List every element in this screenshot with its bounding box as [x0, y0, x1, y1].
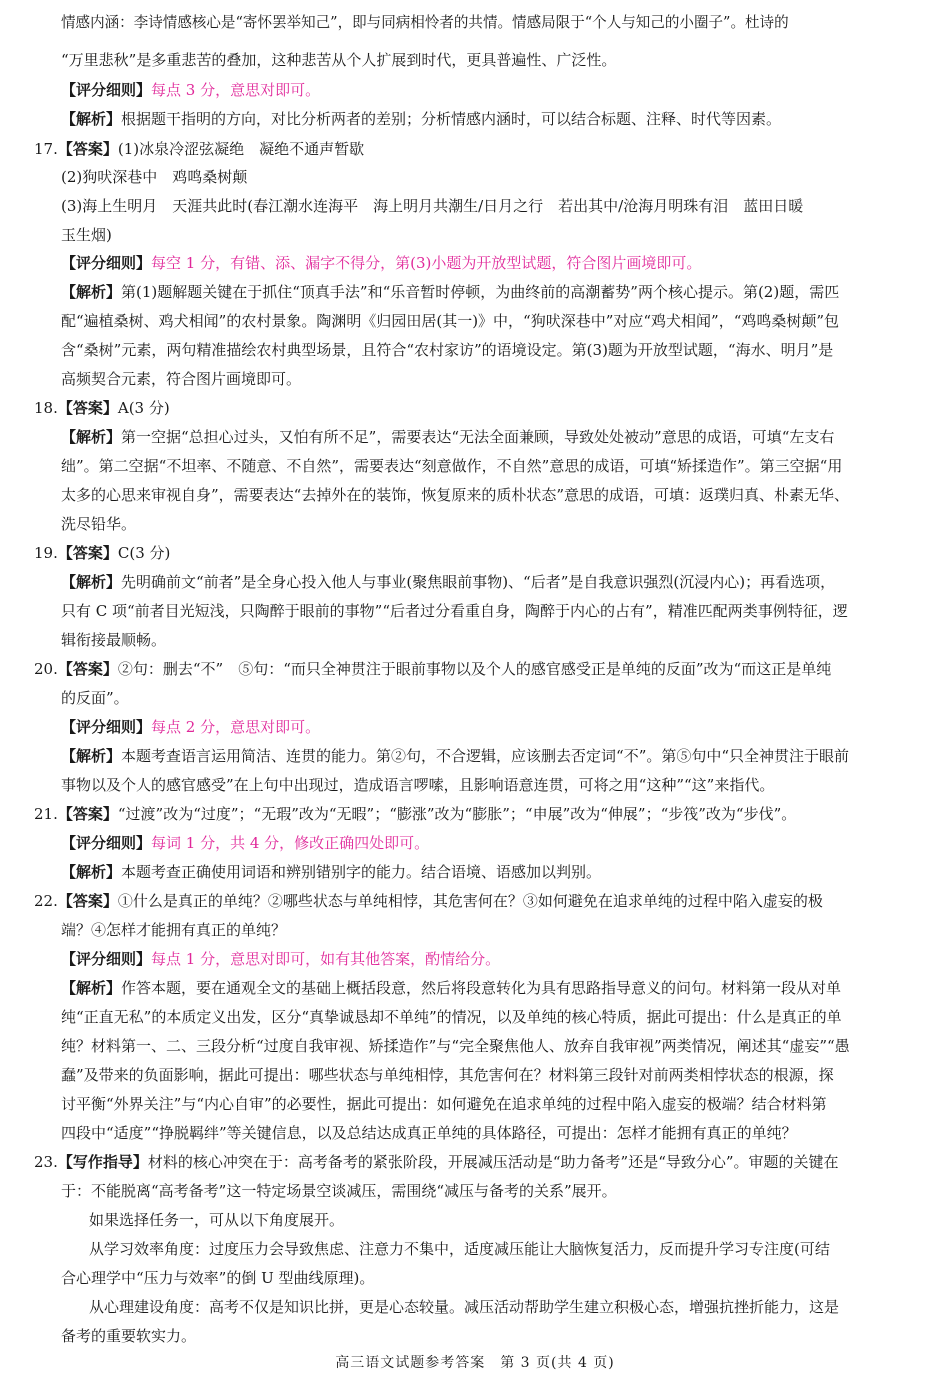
- question-number: 17.: [34, 140, 58, 158]
- answer-line: 23.【写作指导】材料的核心冲突在于：高考备考的紧张阶段，开展减压活动是“助力备考”还是“导致分心”。审题的关键在: [34, 1153, 839, 1171]
- scoring-rule-text: 每点 3 分，意思对即可。: [151, 81, 321, 99]
- question-number: 20.: [34, 660, 58, 678]
- question-number: 23.: [34, 1153, 58, 1171]
- question-number: 19.: [34, 544, 58, 562]
- analysis-line: 【解析】第一空据“总担心过头，又怕有所不足”，需要表达“无法全面兼顾，导致处处被动”意思的成语，可填“左支右: [61, 428, 835, 446]
- answer-line: 20.【答案】②句：删去“不” ⑤句：“而只全神贯注于眼前事物以及个人的感官感受正是单纯的反面”改为“而这正是单纯: [34, 660, 832, 678]
- analysis-label: 【解析】: [61, 747, 122, 765]
- text-line: 从心理建设角度：高考不仅是知识比拼，更是心态较量。减压活动帮助学生建立积极心态，增强抗挫折能力，这是: [89, 1298, 840, 1316]
- text-line: 蠢”及带来的负面影响，据此可提出：哪些状态与单纯相悖，其危害何在？材料第三段针对前两类相悖状态的根源，探: [61, 1066, 834, 1084]
- text-line: 如果选择任务一，可从以下角度展开。: [89, 1211, 345, 1229]
- analysis-line: 【解析】第(1)题解题关键在于抓住“顶真手法”和“乐音暂时停顿，为曲终前的高潮蓄势”两个核心提示。第(2)题，需匹: [61, 283, 840, 301]
- text-line: 只有 C 项“前者目光短浅，只陶醉于眼前的事物”“后者过分看重自身，陶醉于内心的占有”，精准匹配两类事例特征，逻: [61, 602, 848, 620]
- answer-line: 21.【答案】“过渡”改为“过度”；“无瑕”改为“无暇”；“膨涨”改为“膨胀”；“申展”改为“伸展”；“步筏”改为“步伐”。: [34, 805, 797, 823]
- text-line: 纯？材料第一、二、三段分析“过度自我审视、矫揉造作”与“完全聚焦他人、放弃自我审视”两类情况，阐述其“虚妄”“愚: [61, 1037, 850, 1055]
- analysis-line: 【解析】作答本题，要在通观全文的基础上概括段意，然后将段意转化为具有思路指导意义的问句。材料第一段从对单: [61, 979, 842, 997]
- page-footer: 高三语文试题参考答案 第 3 页(共 4 页): [335, 1355, 615, 1371]
- analysis-label: 【解析】: [61, 863, 122, 881]
- text-line: 合心理学中“压力与效率”的倒 U 型曲线原理)。: [61, 1269, 375, 1287]
- analysis-label: 【解析】: [61, 979, 122, 997]
- analysis-label: 【解析】: [61, 428, 122, 446]
- answer-label: 【答案】: [57, 544, 118, 562]
- scoring-rule-text: 每空 1 分，有错、添、漏字不得分，第(3)小题为开放型试题，符合图片画境即可。: [151, 254, 702, 272]
- answer-line: 17.【答案】(1)冰泉冷涩弦凝绝 凝绝不通声暂歇: [34, 140, 365, 158]
- text-line: “万里悲秋”是多重悲苦的叠加，这种悲苦从个人扩展到时代，更具普遍性、广泛性。: [61, 51, 617, 69]
- answer-line: 19.【答案】C(3 分): [34, 544, 171, 562]
- scoring-rule-label: 【评分细则】: [61, 834, 152, 852]
- answer-label: 【答案】: [57, 892, 118, 910]
- question-number: 18.: [34, 399, 58, 417]
- scoring-rule-label: 【评分细则】: [61, 718, 152, 736]
- text-line: 绌”。第二空据“不坦率、不随意、不自然”，需要表达“刻意做作，不自然”意思的成语，可填“矫揉造作”。第三空据“用: [61, 457, 843, 475]
- scoring-rule-text: 每点 1 分，意思对即可，如有其他答案，酌情给分。: [151, 950, 501, 968]
- text-line: 讨平衡“外界关注”与“内心自审”的必要性，据此可提出：如何避免在追求单纯的过程中陷入虚妄的极端？结合材料第: [61, 1095, 827, 1113]
- text-line: 事物以及个人的感官感受”在上句中出现过，造成语言啰嗦，且影响语意连贯，可将之用“这种”“这”来指代。: [61, 776, 775, 794]
- text-line: 的反面”。: [61, 689, 129, 707]
- writing-guide-label: 【写作指导】: [57, 1153, 148, 1171]
- scoring-rule-label: 【评分细则】: [61, 81, 152, 99]
- answer-line: 22.【答案】①什么是真正的单纯？②哪些状态与单纯相悖，其危害何在？③如何避免在追求单纯的过程中陷入虚妄的极: [34, 892, 823, 910]
- scoring-rule-line: [61, 80, 320, 100]
- text-line: 端？④怎样才能拥有真正的单纯？: [61, 921, 287, 939]
- question-number: 22.: [34, 892, 58, 910]
- answer-label: 【答案】: [57, 805, 118, 823]
- text-line: (3)海上生明月 天涯共此时(春江潮水连海平 海上明月共潮生/日月之行 若出其中/沧海月明珠有泪 蓝田日暖: [61, 197, 804, 215]
- answer-label: 【答案】: [57, 660, 118, 678]
- scoring-rule-line: [61, 833, 429, 853]
- text-line: 辑衔接最顺畅。: [61, 631, 167, 649]
- text-line: (2)狗吠深巷中 鸡鸣桑树颠: [61, 168, 248, 186]
- answer-line: 18.【答案】A(3 分): [34, 399, 170, 417]
- analysis-line: 【解析】本题考查语言运用简洁、连贯的能力。第②句，不合逻辑，应该删去否定词“不”。第⑤句中“只全神贯注于眼前: [61, 747, 850, 765]
- text-line: 洗尽铅华。: [61, 515, 137, 533]
- text-line: 四段中“适度”“挣脱羁绊”等关键信息，以及总结达成真正单纯的具体路径，可提出：怎样才能拥有真正的单纯？: [61, 1124, 797, 1142]
- scoring-rule-line: [61, 717, 320, 737]
- analysis-label: 【解析】: [61, 110, 122, 128]
- text-line: 玉生烟): [61, 226, 112, 244]
- text-line: 配“遍植桑树、鸡犬相闻”的农村景象。陶渊明《归园田居(其一)》中，“狗吠深巷中”对应“鸡犬相闻”，“鸡鸣桑树颠”包: [61, 312, 840, 330]
- answer-label: 【答案】: [57, 140, 118, 158]
- analysis-label: 【解析】: [61, 283, 122, 301]
- analysis-line: 【解析】根据题干指明的方向，对比分析两者的差别；分析情感内涵时，可以结合标题、注释、时代等因素。: [61, 110, 782, 128]
- question-number: 21.: [34, 805, 58, 823]
- analysis-line: 【解析】先明确前文“前者”是全身心投入他人与事业(聚焦眼前事物)、“后者”是自我意识强烈(沉浸内心)；再看选项，: [61, 573, 836, 591]
- text-line: 情感内涵：李诗情感核心是“寄怀罢举知己”，即与同病相怜者的共情。情感局限于“个人与知己的小圈子”。杜诗的: [61, 13, 789, 31]
- scoring-rule-line: [61, 949, 500, 969]
- scoring-rule-label: 【评分细则】: [61, 254, 152, 272]
- text-line: 纯“正直无私”的本质定义出发，区分“真挚诚恳却不单纯”的情况，以及单纯的核心特质，据此可提出：什么是真正的单: [61, 1008, 842, 1026]
- answer-label: 【答案】: [57, 399, 118, 417]
- text-line: 从学习效率角度：过度压力会导致焦虑、注意力不集中，适度减压能让大脑恢复活力，反而提升学习专注度(可结: [89, 1240, 830, 1258]
- scoring-rule-label: 【评分细则】: [61, 950, 152, 968]
- scoring-rule-line: [61, 253, 701, 273]
- text-line: 含“桑树”元素，两句精准描绘农村典型场景，且符合“农村家访”的语境设定。第(3)题为开放型试题，“海水、明月”是: [61, 341, 834, 359]
- analysis-label: 【解析】: [61, 573, 122, 591]
- text-line: 于：不能脱离“高考备考”这一特定场景空谈减压，需围绕“减压与备考的关系”展开。: [61, 1182, 617, 1200]
- text-line: 高频契合元素，符合图片画境即可。: [61, 370, 302, 388]
- scoring-rule-text: 每点 2 分，意思对即可。: [151, 718, 321, 736]
- analysis-line: 【解析】本题考查正确使用词语和辨别错别字的能力。结合语境、语感加以判别。: [61, 863, 602, 881]
- scoring-rule-text: 每词 1 分，共 4 分，修改正确四处即可。: [151, 834, 430, 852]
- text-line: 备考的重要软实力。: [61, 1327, 197, 1345]
- text-line: 太多的心思来审视自身”，需要表达“去掉外在的装饰，恢复原来的质朴状态”意思的成语，可填：返璞归真、朴素无华、: [61, 486, 850, 504]
